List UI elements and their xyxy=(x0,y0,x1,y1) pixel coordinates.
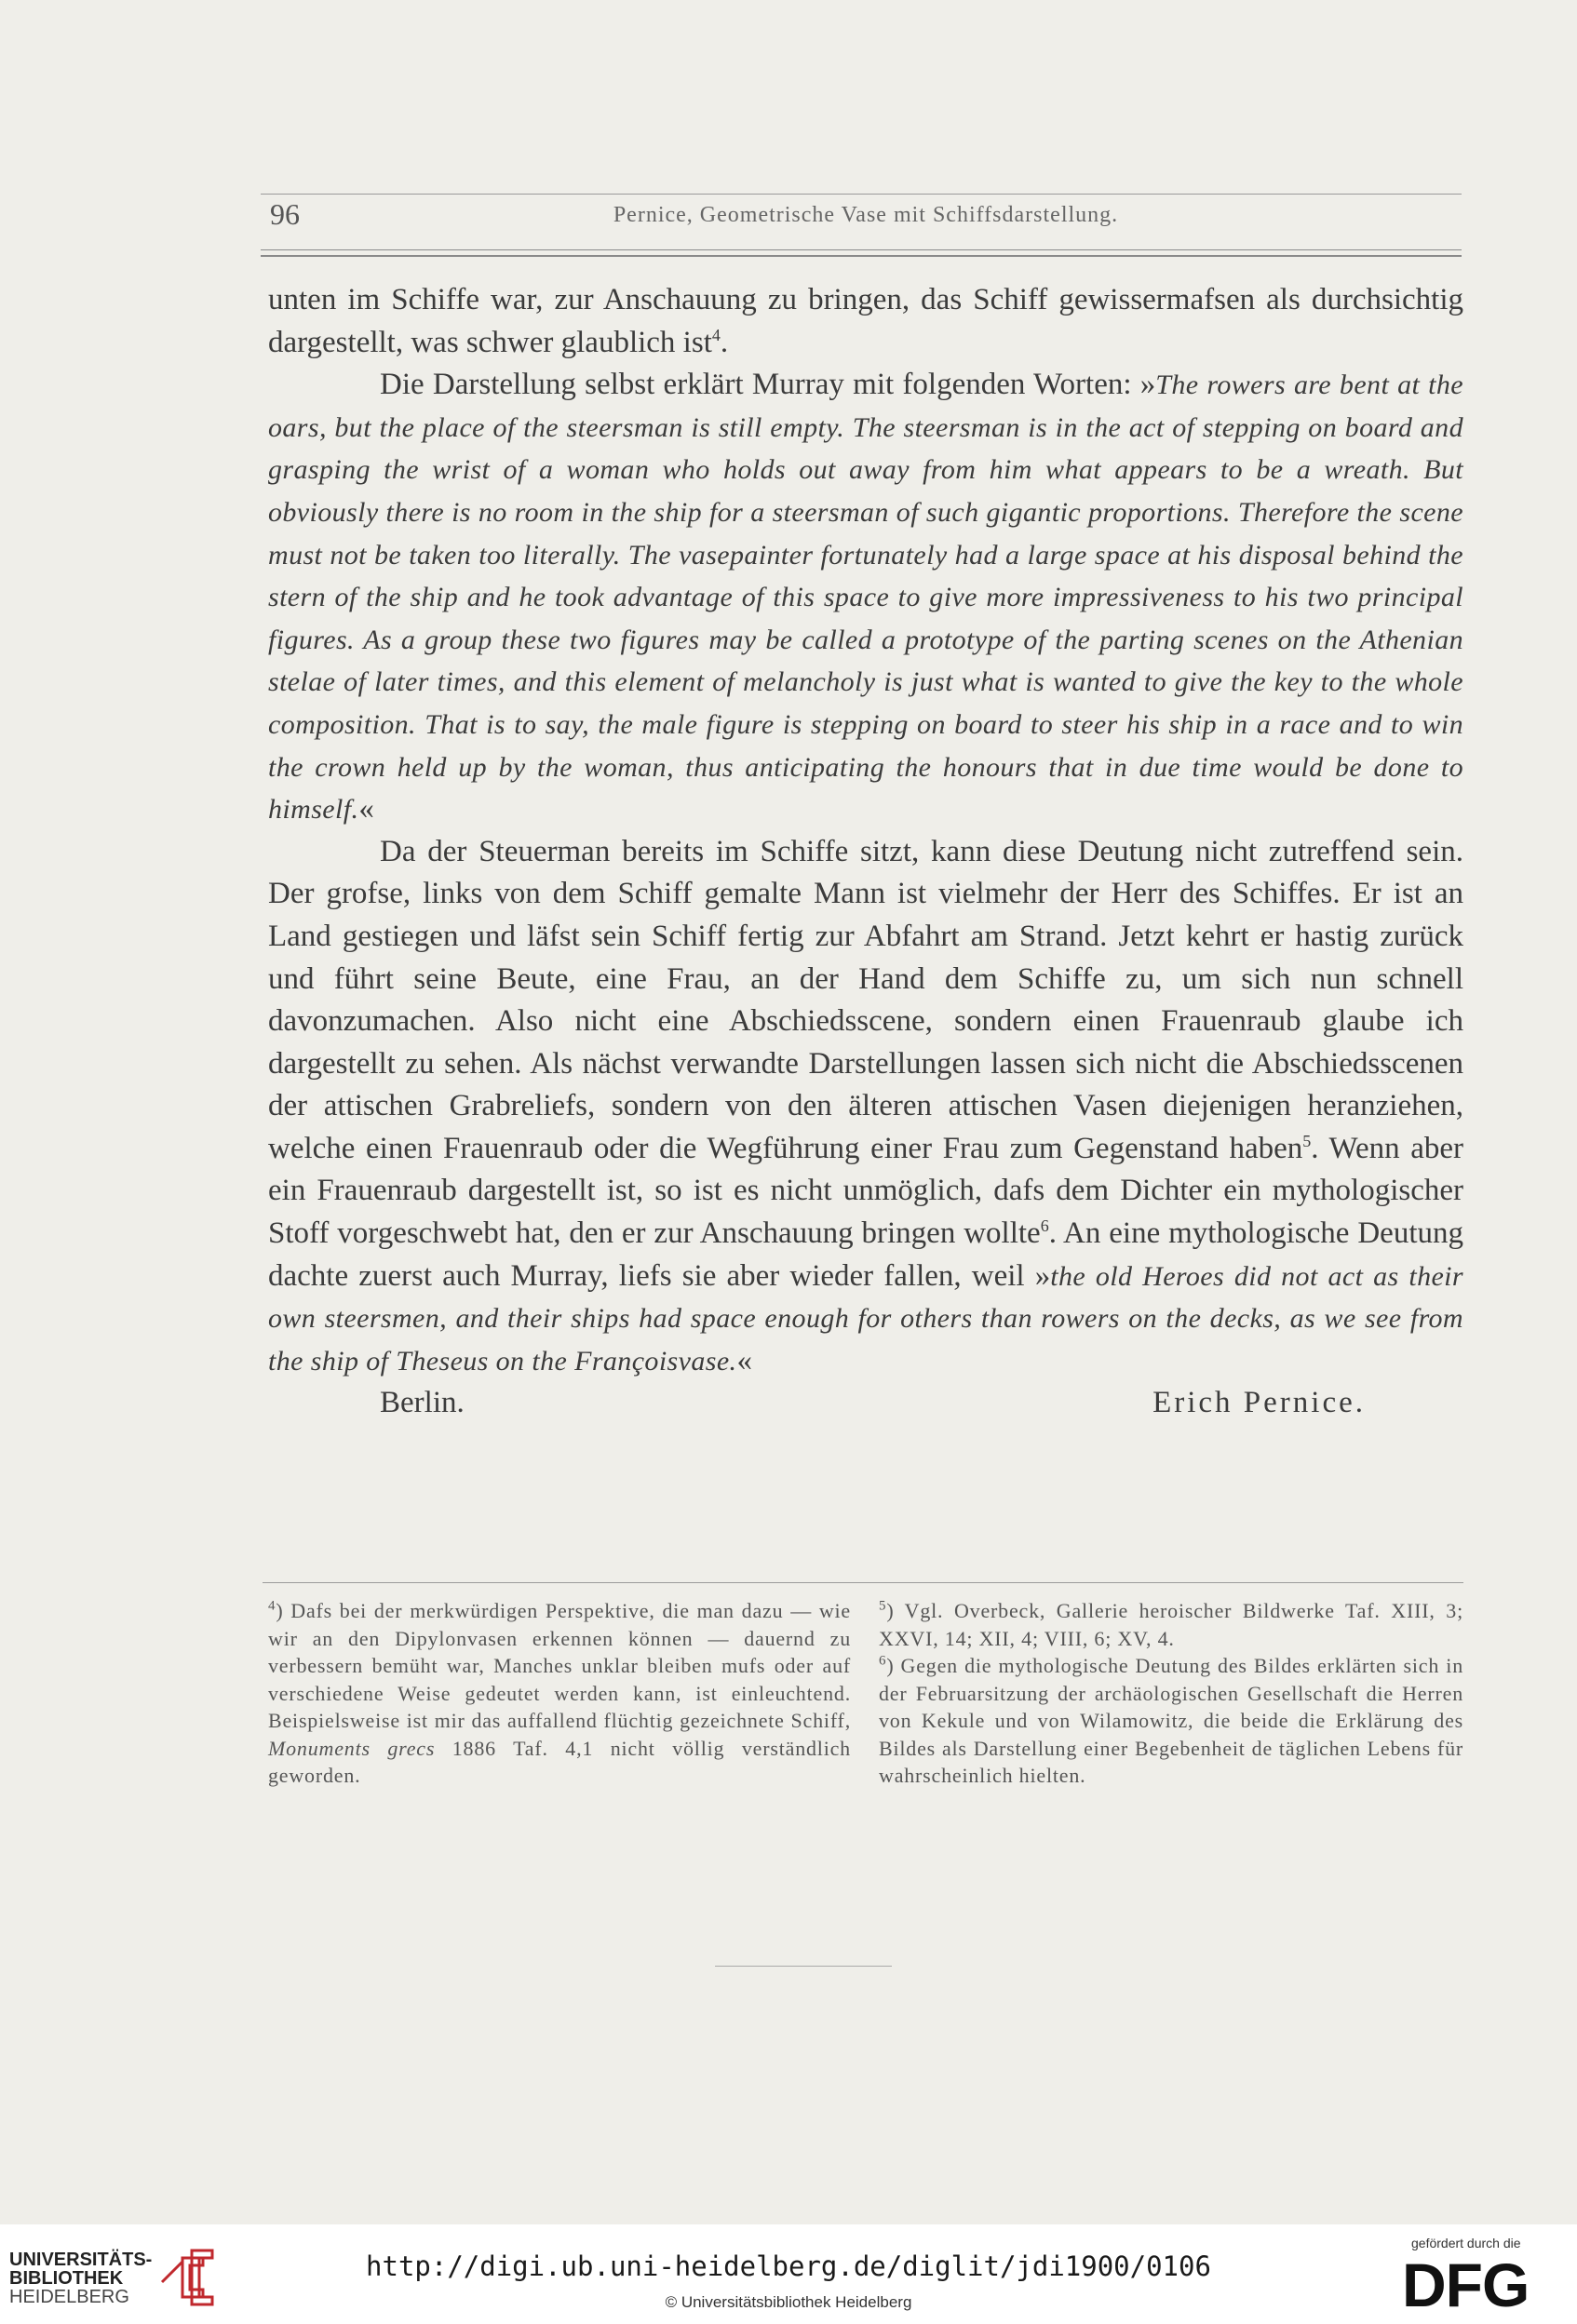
paragraph-3 xyxy=(268,831,1463,1383)
footnote-ref-6[interactable]: 6 xyxy=(1040,1216,1049,1236)
signature-author: Erich Pernice. xyxy=(1152,1386,1366,1420)
footnotes-left-column xyxy=(268,1597,851,1790)
footnote-6-mark: 6 xyxy=(879,1653,887,1669)
library-name-line-2: BIBLIOTHEK xyxy=(9,2268,124,2289)
dfg-logo[interactable]: DFG xyxy=(1402,2250,1530,2319)
copyright-notice: © Universitätsbibliothek Heidelberg xyxy=(665,2293,912,2311)
body-text xyxy=(268,279,1463,1425)
running-title: Pernice, Geometrische Vase mit Schiffsdarstellung. xyxy=(613,203,1119,227)
footnotes-right-column xyxy=(879,1597,1463,1790)
paragraph-2-intro: Die Darstellung selbst erklärt Murray mit folgenden Worten: » xyxy=(380,368,1156,402)
footnote-4-title: Monuments grecs xyxy=(268,1736,436,1760)
footnotes xyxy=(268,1597,1463,1876)
bottom-rule xyxy=(715,1966,892,1967)
page-number: 96 xyxy=(270,197,300,231)
signature-line xyxy=(268,1382,1463,1425)
paragraph-3-text-b: . Wenn aber ein Frauenraub dargestellt ist, so ist es nicht unmöglich, dafs dem Dichter ein mythologischer Stoff vorgeschwebt hat, den er zur Anschauung bringen wollte xyxy=(268,1131,1463,1251)
quote-close: « xyxy=(358,792,374,826)
footnote-4-text-a: ) Dafs bei der merkwürdigen Perspektive, die man dazu — wie wir an den Dipylonvasen erkennen können — dauernd zu verbessern bemüht war, Manches unklar bleiben mufs oder auf verschiedene Weise gedeutet werden kann, ist einleuchtend. Beispielsweise ist mir das auffallend flüchtig gezeichnete Schiff, xyxy=(268,1599,851,1732)
header-rule-thin xyxy=(261,249,1462,250)
signature-place: Berlin. xyxy=(380,1386,465,1420)
footnote-5-text: ) Vgl. Overbeck, Gallerie heroischer Bildwerke Taf. XIII, 3; XXVI, 14; XII, 4; VIII, 6; XV, 4. xyxy=(879,1599,1463,1650)
permalink-url[interactable]: http://digi.ub.uni-heidelberg.de/diglit/jdi1900/0106 xyxy=(366,2250,1211,2282)
quote-close-2: « xyxy=(736,1343,752,1377)
running-head xyxy=(270,197,1462,235)
paragraph-1: unten im Schiffe war, zur Anschauung zu bringen, das Schiff gewissermafsen als durchsichtig dargestellt, was schwer glaublich ist$^4$. xyxy=(268,283,1463,359)
footnote-4-text-b: 1886 Taf. 4,1 nicht völlig verständlich geworden. xyxy=(268,1736,851,1787)
header-rule xyxy=(261,194,1462,195)
footnote-ref-5[interactable]: 5 xyxy=(1302,1131,1312,1150)
footnote-rule xyxy=(263,1582,1463,1583)
murray-quote-2: the old Heroes did not act as their own steersmen, and their ships had space enough for others than rowers on the decks, as we see from the ship of Theseus on the Françoisvase. xyxy=(268,1260,1463,1377)
paragraph-2 xyxy=(268,364,1463,831)
viewer-footer xyxy=(0,2224,1577,2324)
footnote-6-text: ) Gegen die mythologische Deutung des Bildes erklärten sich in der Februarsitzung der archäologischen Gesellschaft die Herren von Kekule und von Wilamowitz, die beide die Erklärung des Bildes als Darstellung einer Begebenheit de täglichen Lebens für wahrscheinlich hielten. xyxy=(879,1654,1463,1787)
footnote-5-mark: 5 xyxy=(879,1598,887,1614)
paragraph-3-text-a: Da der Steuerman bereits im Schiffe sitzt, kann diese Deutung nicht zutreffend sein. Der grofse, links von dem Schiff gemalte Mann ist vielmehr der Herr des Schiffes. Er ist an Land gestiegen und läfst sein Schiff fertig zur Abfahrt am Strand. Jetzt kehrt er hastig zurück und führt seine Beute, eine Frau, an der Hand dem Schiffe zu, um sich nun schnell davonzumachen. Also nicht eine Abschiedsscene, sondern einen Frauenraub glaube ich dargestellt zu sehen. Als nächst verwandte Darstellungen lassen sich nicht die Abschiedsscenen der attischen Grabreliefs, sondern von den älteren attischen Vasen diejenigen heranziehen, welche einen Frauenraub oder die Wegführung einer Frau zum Gegenstand haben xyxy=(268,834,1463,1165)
library-name-line-3: HEIDELBERG xyxy=(9,2287,129,2307)
footnote-4-mark: 4 xyxy=(268,1598,276,1614)
footnote-4 xyxy=(268,1597,851,1790)
paragraph-1-text: unten im Schiffe war, zur Anschauung zu bringen, das Schiff gewissermafsen als durchsichtig dargestellt, was schwer glaublich ist xyxy=(268,283,1463,359)
header-rule-thick xyxy=(261,255,1462,257)
paragraph-3-text-c: . An eine mythologische Deutung dachte zuerst auch Murray, liefs sie aber wieder fallen, weil » xyxy=(268,1216,1463,1293)
footnote-6 xyxy=(879,1652,1463,1790)
library-name-line-1: UNIVERSITÄTS- xyxy=(9,2250,153,2270)
footnote-5 xyxy=(879,1597,1463,1652)
murray-quote: The rowers are bent at the oars, but the place of the steersman is still empty. The steersman is in the act of stepping on board and grasping the wrist of a woman who holds out away from him what appears to be a wreath. But obviously there is no room in the ship for a steersman of such gigantic proportions. Therefore the scene must not be taken too literally. The vasepainter fortunately had a large space at his disposal behind the stern of the ship and he took advantage of this space to give more impressiveness to his two principal figures. As a group these two figures may be called a prototype of the parting scenes on the Athenian stelae of later times, and this element of melancholy is just what is wanted to give the key to the whole composition. That is to say, the male figure is stepping on board to steer his ship in a race and to win the crown held up by the woman, thus anticipating the honours that in due time would be done to himself. xyxy=(268,369,1463,826)
funding-label: gefördert durch die xyxy=(1411,2236,1521,2250)
footnote-ref-4[interactable]: 4 xyxy=(711,325,721,344)
